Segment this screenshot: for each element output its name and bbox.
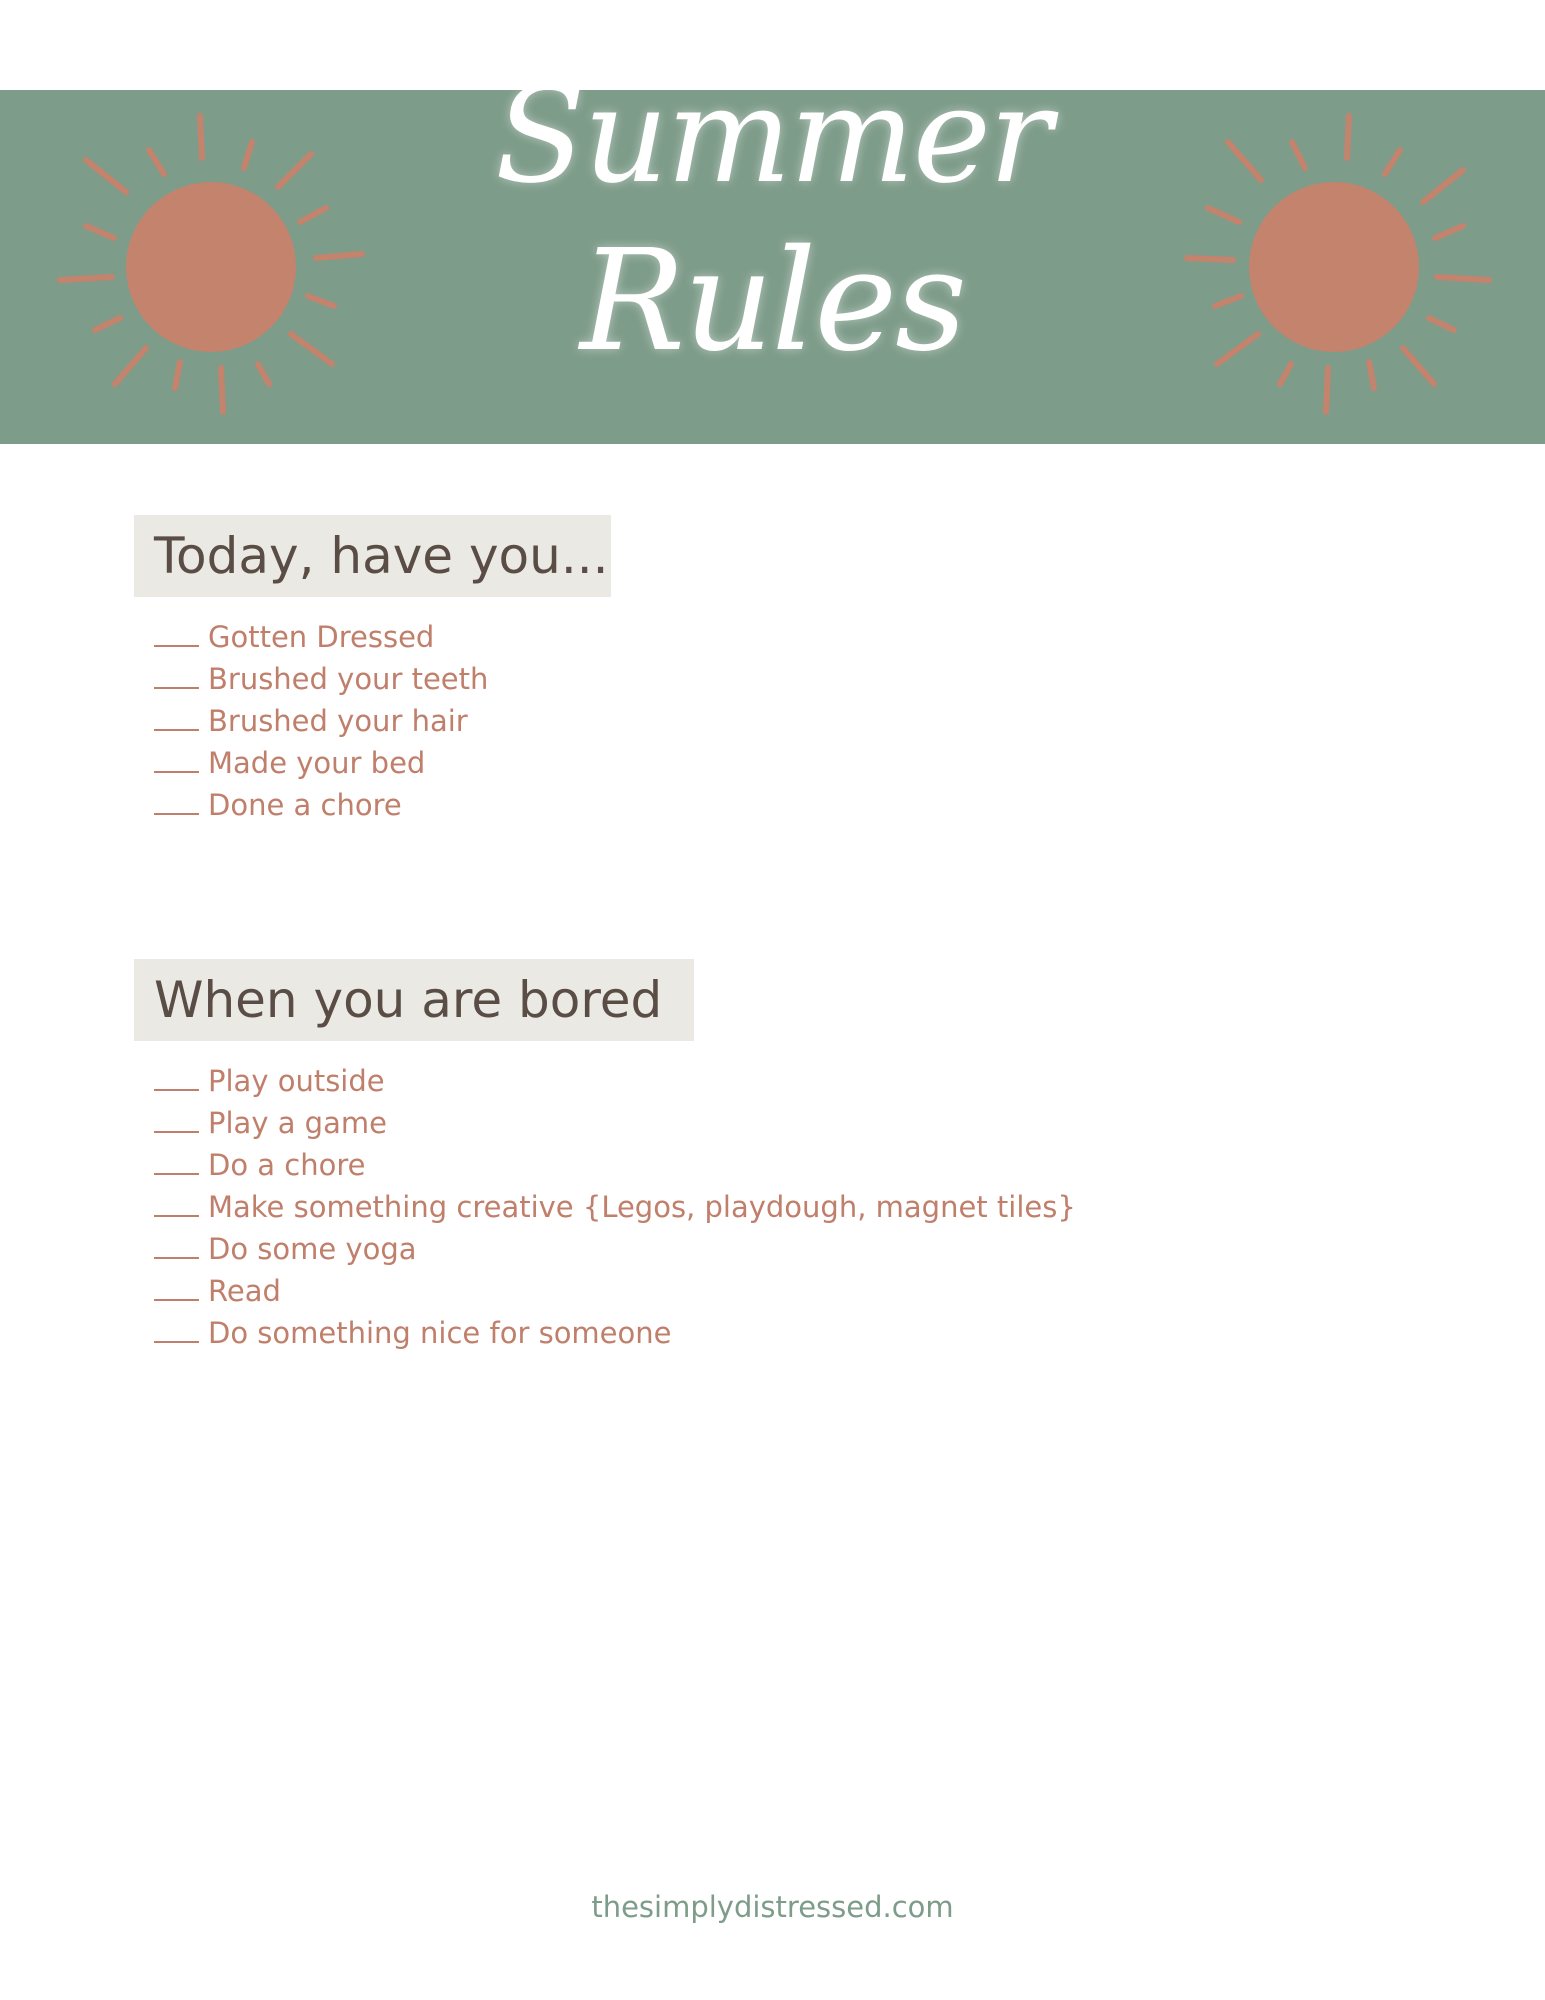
checklist-today bbox=[154, 616, 488, 826]
checklist-item bbox=[154, 1186, 1076, 1228]
checkbox-blank-line bbox=[154, 771, 199, 773]
checkbox-blank-line bbox=[154, 1089, 199, 1091]
checkbox-blank-line bbox=[154, 645, 199, 647]
checklist-item bbox=[154, 742, 488, 784]
title-line-summer: Summer bbox=[495, 59, 1050, 213]
checklist-item-label: Brushed your teeth bbox=[208, 662, 489, 696]
checkbox-blank-line bbox=[154, 1173, 199, 1175]
checklist-item bbox=[154, 616, 488, 658]
section-heading-bored: When you are bored bbox=[134, 959, 694, 1041]
header-banner bbox=[0, 90, 1545, 444]
checklist-item-label: Brushed your hair bbox=[208, 704, 468, 738]
checklist-item-label: Do a chore bbox=[208, 1148, 366, 1182]
sun-icon bbox=[1164, 90, 1504, 444]
checklist-item-label: Read bbox=[208, 1274, 281, 1308]
checklist-item bbox=[154, 1270, 1076, 1312]
checklist-item-label: Play outside bbox=[208, 1064, 385, 1098]
checklist-item bbox=[154, 1102, 1076, 1144]
checkbox-blank-line bbox=[154, 813, 199, 815]
checklist-item-label: Do something nice for someone bbox=[208, 1316, 672, 1350]
checklist-item bbox=[154, 700, 488, 742]
checkbox-blank-line bbox=[154, 687, 199, 689]
checklist-item-label: Gotten Dressed bbox=[208, 620, 435, 654]
checklist-item-label: Play a game bbox=[208, 1106, 387, 1140]
checkbox-blank-line bbox=[154, 1215, 199, 1217]
section-heading-today: Today, have you... bbox=[134, 515, 611, 597]
checklist-item bbox=[154, 784, 488, 826]
checklist-item-label: Do some yoga bbox=[208, 1232, 417, 1266]
checklist-item-label: Made your bed bbox=[208, 746, 426, 780]
checkbox-blank-line bbox=[154, 1131, 199, 1133]
checkbox-blank-line bbox=[154, 1341, 199, 1343]
checkbox-blank-line bbox=[154, 1257, 199, 1259]
checklist-bored bbox=[154, 1060, 1076, 1354]
checklist-item bbox=[154, 1060, 1076, 1102]
title-line-rules: Rules bbox=[579, 220, 966, 383]
checklist-item bbox=[154, 1144, 1076, 1186]
checklist-item-label: Done a chore bbox=[208, 788, 402, 822]
checklist-item-label: Make something creative {Legos, playdough, magnet tiles} bbox=[208, 1190, 1076, 1224]
checklist-item bbox=[154, 658, 488, 700]
checklist-item bbox=[154, 1228, 1076, 1270]
checkbox-blank-line bbox=[154, 729, 199, 731]
footer-website: thesimplydistressed.com bbox=[591, 1890, 954, 1924]
checkbox-blank-line bbox=[154, 1299, 199, 1301]
sun-icon bbox=[40, 90, 380, 444]
checklist-item bbox=[154, 1312, 1076, 1354]
